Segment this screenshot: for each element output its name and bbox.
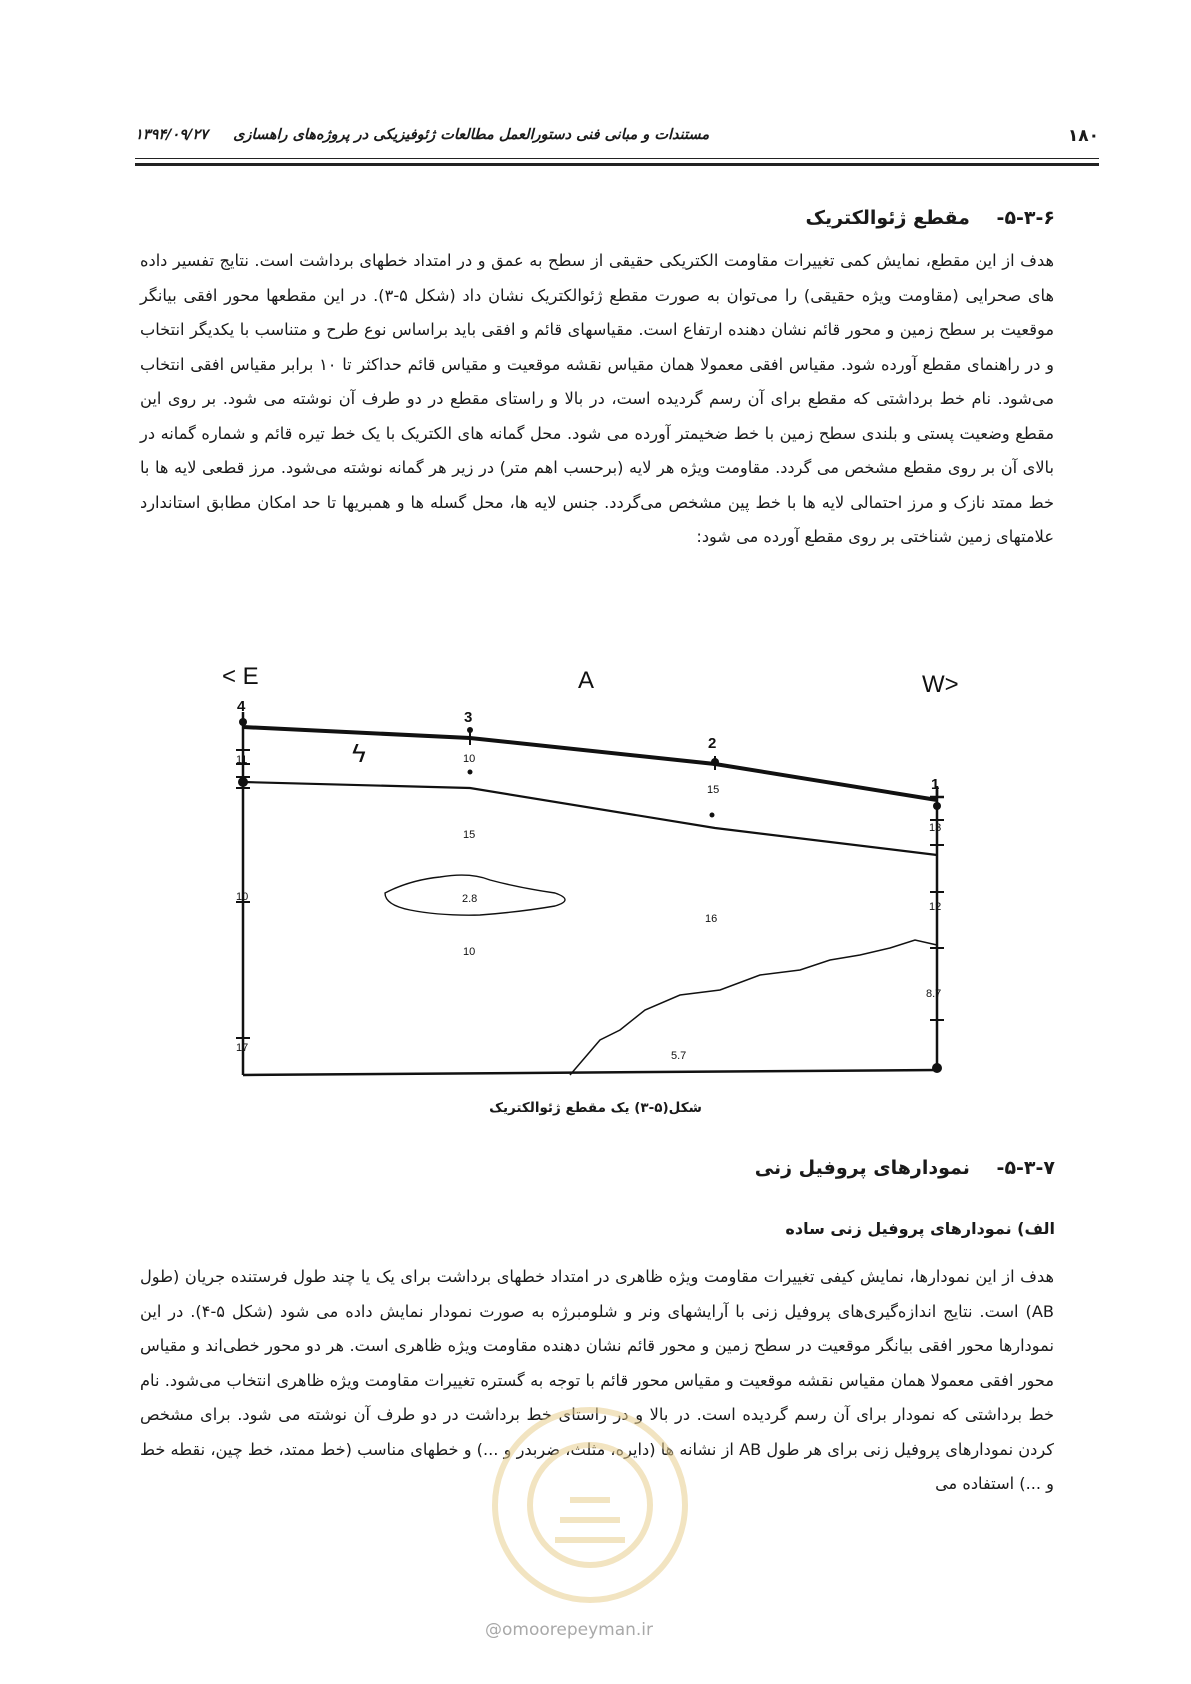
header-date: ۱۳۹۴/۰۹/۲۷: [135, 127, 208, 143]
section-bottom-line: [243, 1070, 937, 1075]
deep-boundary-line: [570, 940, 937, 1075]
value-bh4-mid: 10: [236, 891, 249, 903]
fault-symbol: ϟ: [352, 738, 366, 768]
borehole-number-2: 2: [708, 735, 717, 752]
borehole-number-3: 3: [464, 709, 473, 726]
label-west: W>: [922, 671, 959, 698]
running-title-text: مستندات و مبانی فنی دستورالعمل مطالعات ژئوفیزیکی در پروژه‌های راهسازی: [233, 127, 710, 143]
borehole-number-1: 1: [931, 776, 940, 793]
section-title: مقطع ژئوالکتریک: [805, 207, 970, 229]
value-bh3-top: 10: [463, 753, 476, 765]
value-bh1-top: 13: [929, 822, 942, 834]
figure-caption: شکل(۵-۳) یک مقطع ژئوالکتریک: [489, 1100, 702, 1116]
subsection-heading: الف) نمودارهای پروفیل زنی ساده: [785, 1219, 1055, 1238]
label-line-name: A: [578, 667, 595, 694]
value-bh4-top: 11: [236, 754, 248, 766]
page-number: ۱۸۰: [1067, 126, 1099, 146]
value-bh1-low: 8.7: [926, 988, 942, 1000]
value-bh4-bot: 17: [236, 1042, 249, 1054]
watermark-text: @omoorepeyman.ir: [485, 1620, 654, 1640]
value-bh2-top: 15: [707, 784, 720, 796]
value-below-lens: 10: [463, 946, 476, 958]
value-lens: 2.8: [462, 893, 478, 905]
value-bottom: 5.7: [671, 1050, 687, 1062]
watermark-seal-icon: [460, 1390, 720, 1630]
value-bh1-mid: 12: [929, 901, 942, 913]
label-east: < E: [222, 663, 259, 690]
section-number: ۵-۳-۷-: [996, 1157, 1055, 1179]
value-bh3-mid: 15: [463, 829, 476, 841]
topography-line: [243, 727, 940, 800]
borehole-number-4: 4: [237, 698, 246, 715]
value-center: 16: [705, 913, 718, 925]
layer-boundary-upper: [243, 782, 937, 855]
section2-paragraph: هدف از این نمودارها، نمایش کیفی تغییرات مقاومت ویژه ظاهری در امتداد خطهای برداشت برای یک یا چند طول فرستنده جریان (طول AB) است. نتایج اندازه‌گیری‌های پروفیل زنی با آرایشهای ونر و شلومبرژه به صورت نمودار نمایش داده می شود (شکل ۵-۴). در این نمودارها محور افقی بیانگر موقعیت در سطح زمین و محور قائم نشان دهنده مقاومت ویژه ظاهری است. هر دو محور خطی‌اند و مقیاس محور افقی معمولا همان مقیاس نقشه موقعیت و مقیاس محور قائم با توجه به گستره تغییرات مقاومت ویژه ظاهری انتخاب می‌شود. نام خط برداشتی که نمودار برای آن رسم گردیده است. در بالا و در راستای خط برداشت در دو طرف آن نوشته می شود. برای مشخص کردن نمودارهای پروفیل زنی برای هر طول AB از نشانه ها (دایره، مثلث، ضربدر و ...) و خطهای مناسب (خط ممتد، خط چین، نقطه خط و ...) استفاده می: [140, 1267, 1055, 1493]
section-heading-profiling: [755, 1157, 1055, 1179]
section-title: نمودارهای پروفیل زنی: [754, 1157, 970, 1179]
section1-paragraph: هدف از این مقطع، نمایش کمی تغییرات مقاومت الکتریکی حقیقی از سطح به عمق و در امتداد خطهای برداشت است. نتایج تفسیر داده های صحرایی (مقاومت ویژه حقیقی) را می‌توان به صورت مقطع ژئوالکتریک نشان داد (شکل ۵-۳). در این مقطعها محور افقی بیانگر موقعیت بر سطح زمین و محور قائم نشان دهنده ارتفاع است. مقیاسهای قائم و افقی باید براساس نوع طرح و متناسب با یکدیگر انتخاب و در راهنمای مقطع آورده شود. مقیاس افقی معمولا همان مقیاس نقشه موقعیت و مقیاس قائم حداکثر تا ۱۰ برابر مقیاس افقی انتخاب می‌شود. نام خط برداشتی که مقطع برای آن رسم گردیده است، در بالا و راستای مقطع در دو طرف آن نوشته می شود. بر روی این مقطع وضعیت پستی و بلندی سطح زمین با خط ضخیمتر آورده می شود. محل گمانه های الکتریک با یک خط تیره قائم و شماره گمانه در بالای آن بر روی مقطع مشخص می گردد. مقاومت ویژه هر لایه (برحسب اهم متر) در زیر هر گمانه نوشته می‌شود. مرز قطعی لایه ها با خط ممتد نازک و مرز احتمالی لایه ها با خط پین مشخص می‌گردد. جنس لایه ها، محل گسله ها و همبریها تا حد امکان مطابق استاندارد علامتهای زمین شناختی بر روی مقطع آورده می شود:: [140, 251, 1054, 546]
section-number: ۵-۳-۶-: [996, 207, 1055, 229]
